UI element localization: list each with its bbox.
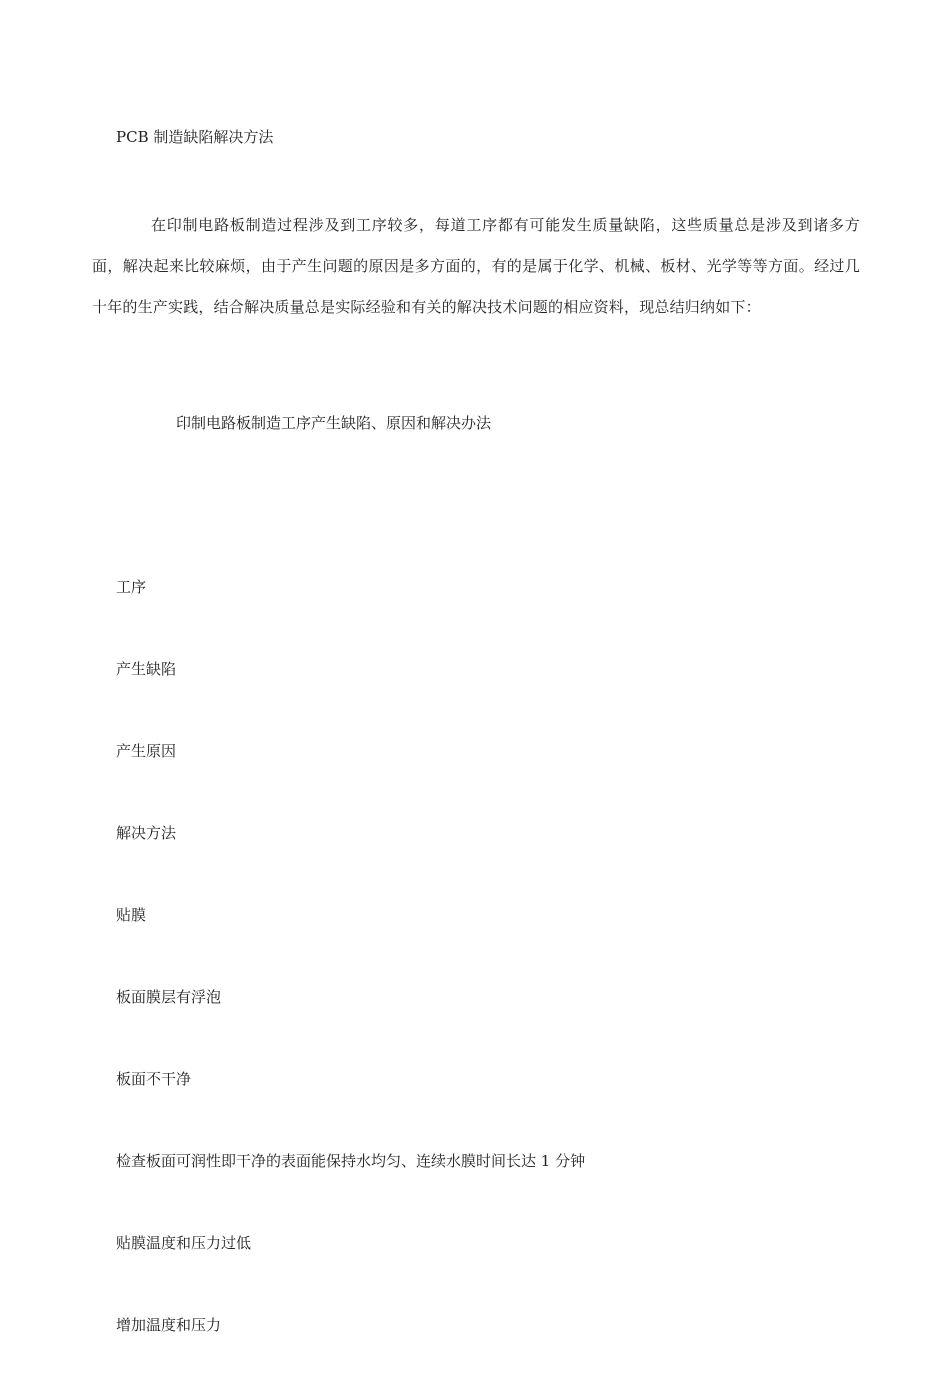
table-caption: 印制电路板制造工序产生缺陷、原因和解决办法 [176, 414, 492, 432]
header-solution: 解决方法 [116, 824, 177, 842]
header-process: 工序 [116, 578, 147, 596]
table-cell: 检查板面可润性即干净的表面能保持水均匀、连续水膜时间长达 1 分钟 [116, 1152, 586, 1170]
header-cause: 产生原因 [116, 742, 177, 760]
header-defect: 产生缺陷 [116, 660, 177, 678]
intro-paragraph: 在印制电路板制造过程涉及到工序较多，每道工序都有可能发生质量缺陷，这些质量总是涉及到诸多方面，解决起来比较麻烦，由于产生问题的原因是多方面的，有的是属于化学、机械、板材、光学等等方面。经过几十年的生产实践，结合解决质量总是实际经验和有关的解决技术问题的相应资料，现总结归纳如下： [92, 216, 860, 316]
defect-table-cells [116, 576, 585, 1396]
table-cell: 增加温度和压力 [116, 1316, 222, 1334]
table-cell: 贴膜 [116, 906, 147, 924]
table-cell: 贴膜温度和压力过低 [116, 1234, 252, 1252]
table-cell: 板面膜层有浮泡 [116, 988, 222, 1006]
table-cell: 板面不干净 [116, 1070, 192, 1088]
document-title: PCB 制造缺陷解决方法 [116, 128, 274, 146]
